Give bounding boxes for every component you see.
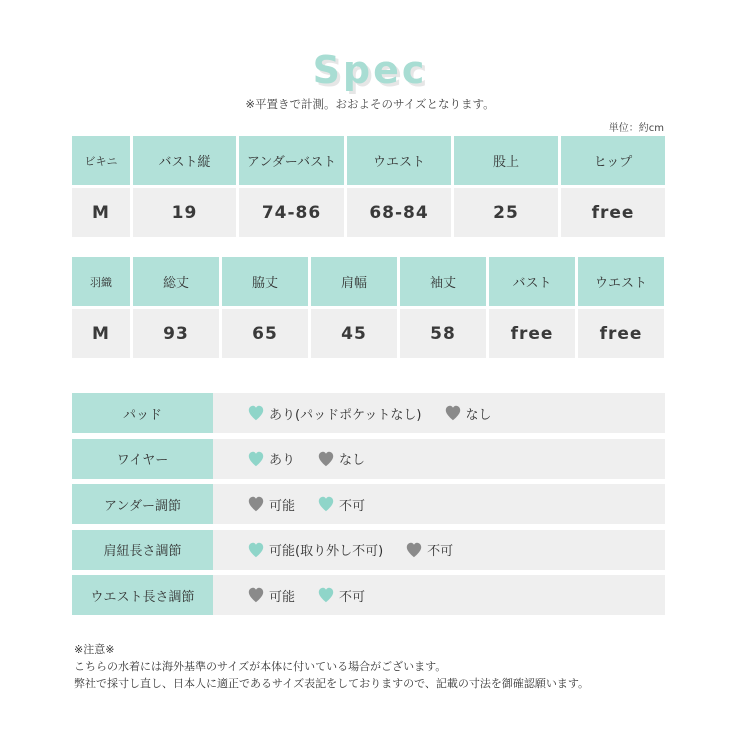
table-cell: free <box>489 309 575 358</box>
choice-label: 可能 <box>269 498 296 514</box>
heart-icon <box>405 541 423 559</box>
heart-icon <box>247 541 265 559</box>
table-cell: 74-86 <box>239 188 344 237</box>
table-header: 股上 <box>454 136 558 185</box>
option-choice <box>317 495 365 514</box>
table-cell: 58 <box>400 309 486 358</box>
choice-label: あり(パッドポケットなし) <box>269 407 422 423</box>
choice-label: 可能 <box>269 589 296 605</box>
notes-line: 弊社で採寸し直し、日本人に適正であるサイズ表記をしておりますので、記載の寸法を御確認願います。 <box>74 677 590 690</box>
option-label: アンダー調節 <box>72 484 213 524</box>
table-cell: M <box>72 188 130 237</box>
choice-label: なし <box>465 407 492 423</box>
table-header: 肩幅 <box>311 257 397 306</box>
table-header: 脇丈 <box>222 257 308 306</box>
table-header: ヒップ <box>561 136 665 185</box>
haori-size-table <box>72 257 664 358</box>
table-cell: 65 <box>222 309 308 358</box>
option-row <box>72 439 665 479</box>
option-label: ウエスト長さ調節 <box>72 575 213 615</box>
option-values <box>213 393 665 433</box>
option-row <box>72 530 665 570</box>
table-header: ウエスト <box>578 257 664 306</box>
table-header: 総丈 <box>133 257 219 306</box>
option-values <box>213 484 665 524</box>
choice-label: 不可 <box>339 589 366 605</box>
heart-icon <box>247 450 265 468</box>
table-header: バスト縦 <box>133 136 236 185</box>
table-cell: 19 <box>133 188 236 237</box>
table-cell: M <box>72 309 130 358</box>
page-title: Spec <box>312 48 428 92</box>
option-values <box>213 575 665 615</box>
choice-label: なし <box>339 453 366 468</box>
choice-label: 不可 <box>339 498 366 514</box>
option-choice <box>247 449 295 468</box>
heart-icon <box>444 404 462 422</box>
table-header: 羽織 <box>72 257 130 306</box>
option-label: 肩紐長さ調節 <box>72 530 213 570</box>
measurement-note: ※平置きで計測。おおよそのサイズとなります。 <box>245 97 495 111</box>
table-header: 袖丈 <box>400 257 486 306</box>
option-choice <box>444 404 492 423</box>
option-choice <box>247 495 295 514</box>
table-cell: 93 <box>133 309 219 358</box>
table-cell: free <box>561 188 665 237</box>
choice-label: 可能(取り外し不可) <box>269 544 384 559</box>
option-label: パッド <box>72 393 213 433</box>
option-choice <box>247 404 422 423</box>
unit-label: 単位：約cm <box>608 123 664 134</box>
option-row <box>72 393 665 433</box>
table-header: ウエスト <box>347 136 451 185</box>
option-values <box>213 530 665 570</box>
option-row <box>72 484 665 524</box>
table-header: バスト <box>489 257 575 306</box>
option-values <box>213 439 665 479</box>
table-header: アンダーバスト <box>239 136 344 185</box>
feature-options-table <box>72 393 665 621</box>
table-header: ビキニ <box>72 136 130 185</box>
heart-icon <box>247 495 265 513</box>
choice-label: 不可 <box>427 544 454 559</box>
option-row <box>72 575 665 615</box>
notes-heading: ※注意※ <box>74 643 115 656</box>
heart-icon <box>247 404 265 422</box>
option-choice <box>405 540 453 559</box>
heart-icon <box>317 495 335 513</box>
notes-line: こちらの水着には海外基準のサイズが本体に付いている場合がございます。 <box>74 660 447 673</box>
heart-icon <box>317 586 335 604</box>
table-cell: 45 <box>311 309 397 358</box>
table-cell: 68-84 <box>347 188 451 237</box>
option-choice <box>317 586 365 605</box>
option-choice <box>247 540 383 559</box>
option-choice <box>317 449 365 468</box>
choice-label: あり <box>269 453 296 468</box>
bikini-size-table <box>72 136 665 237</box>
option-label: ワイヤー <box>72 439 213 479</box>
notes <box>74 641 589 692</box>
heart-icon <box>317 450 335 468</box>
table-cell: free <box>578 309 664 358</box>
option-choice <box>247 586 295 605</box>
heart-icon <box>247 586 265 604</box>
table-cell: 25 <box>454 188 558 237</box>
